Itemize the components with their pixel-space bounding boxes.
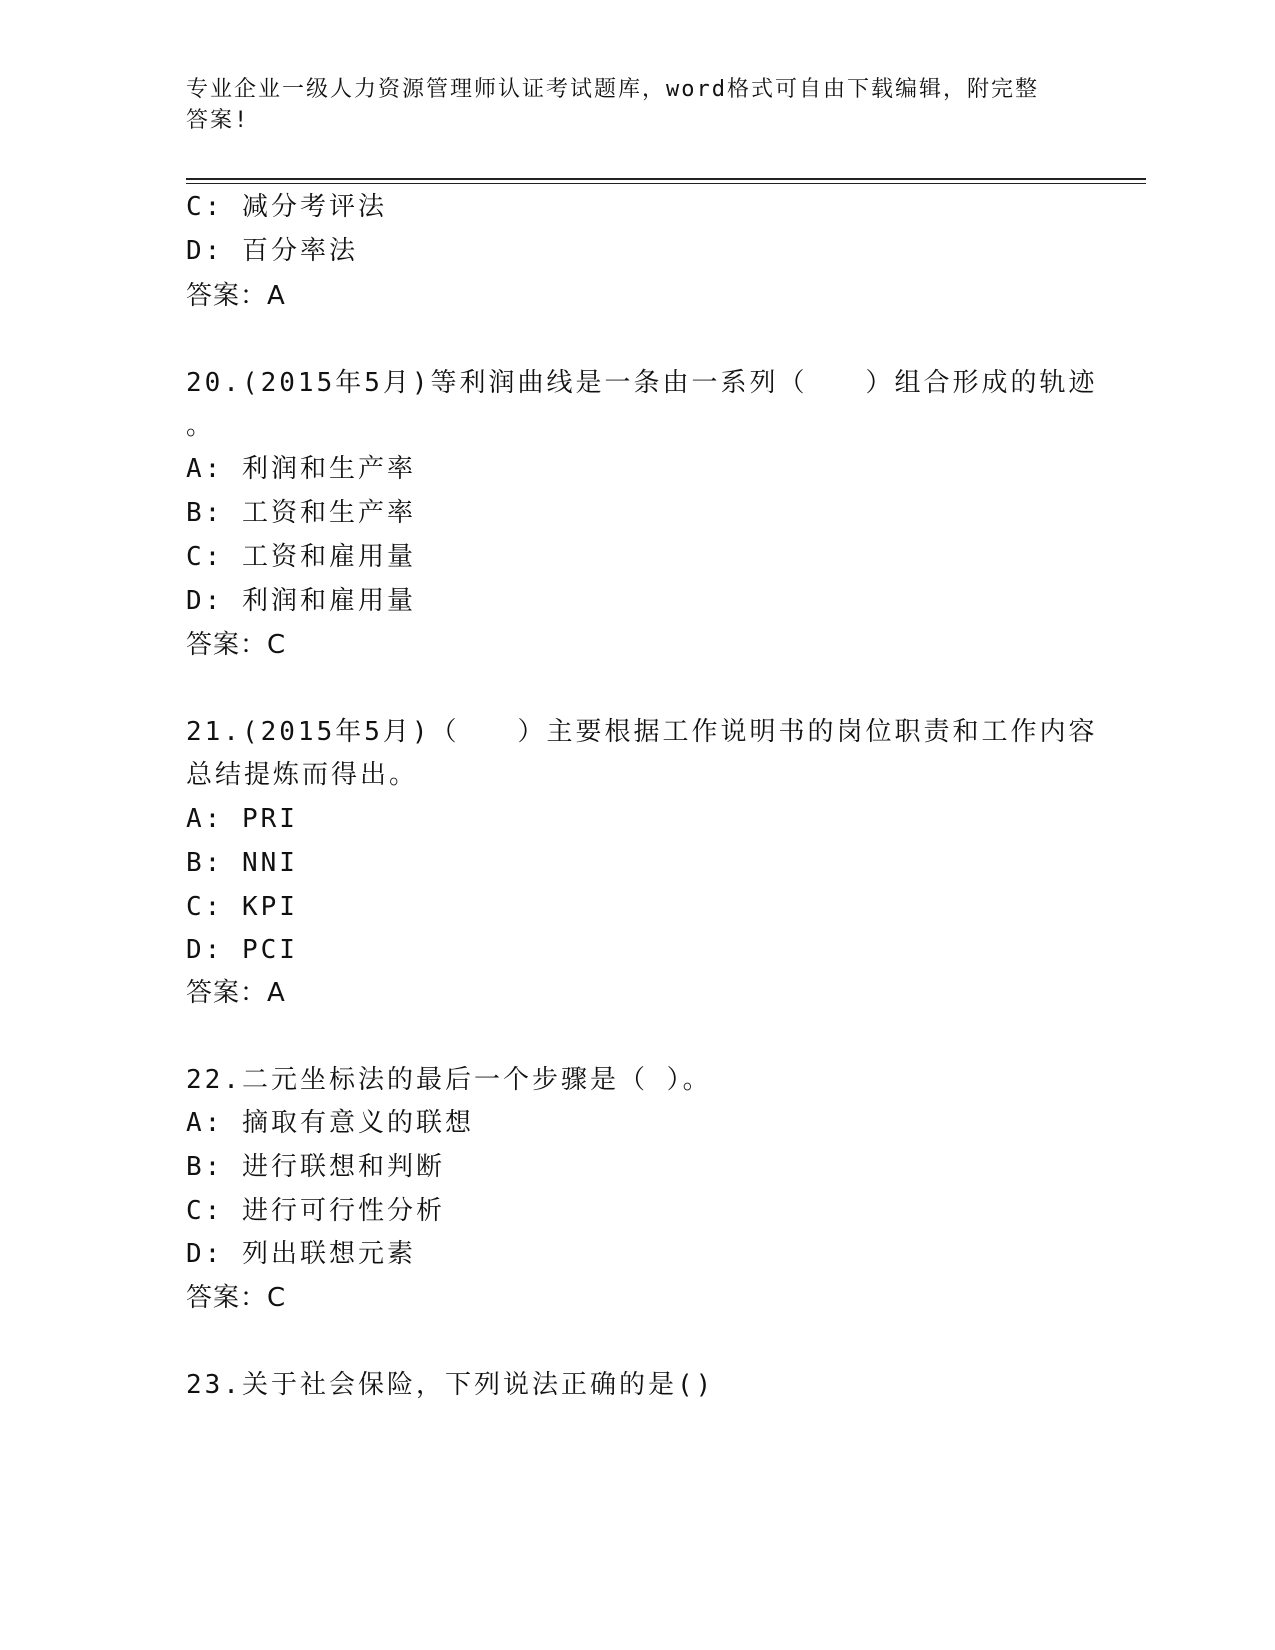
q21-option-d: D: PCI [186,935,298,965]
header-line-2: 答案! [186,108,250,133]
q20-option-b: B: 工资和生产率 [186,498,416,528]
q20-option-c: C: 工资和雇用量 [186,542,416,572]
q22-option-b: B: 进行联想和判断 [186,1152,445,1182]
q20-option-a: A: 利润和生产率 [186,454,416,484]
q19-option-c: C: 减分考评法 [186,192,387,222]
q19-answer: 答案：A [186,281,286,311]
q20-option-d: D: 利润和雇用量 [186,586,416,616]
q20-stem-line-1: 20.(2015年5月)等利润曲线是一条由一系列（ ）组合形成的轨迹 [186,368,1098,398]
header-divider-thick [186,178,1146,180]
q22-stem: 22.二元坐标法的最后一个步骤是（ ）。 [186,1065,712,1095]
header-line-1: 专业企业一级人力资源管理师认证考试题库，word格式可自由下载编辑，附完整 [186,77,1039,102]
header-divider-thin [186,183,1146,184]
page-header [186,74,1066,136]
q21-option-b: B: NNI [186,848,298,878]
q21-answer: 答案：A [186,978,286,1008]
q21-stem-line-2: 总结提炼而得出。 [186,760,419,790]
q22-option-d: D: 列出联想元素 [186,1239,416,1269]
q21-option-a: A: PRI [186,804,298,834]
q20-answer: 答案：C [186,630,287,660]
q22-option-a: A: 摘取有意义的联想 [186,1108,474,1138]
q23-stem: 23.关于社会保险，下列说法正确的是() [186,1370,715,1400]
q21-option-c: C: KPI [186,892,298,922]
q21-stem-line-1: 21.(2015年5月)（ ）主要根据工作说明书的岗位职责和工作内容 [186,717,1098,747]
q22-answer: 答案：C [186,1283,287,1313]
q20-stem-line-2: 。 [186,411,216,441]
q22-option-c: C: 进行可行性分析 [186,1196,445,1226]
q19-option-d: D: 百分率法 [186,236,358,266]
